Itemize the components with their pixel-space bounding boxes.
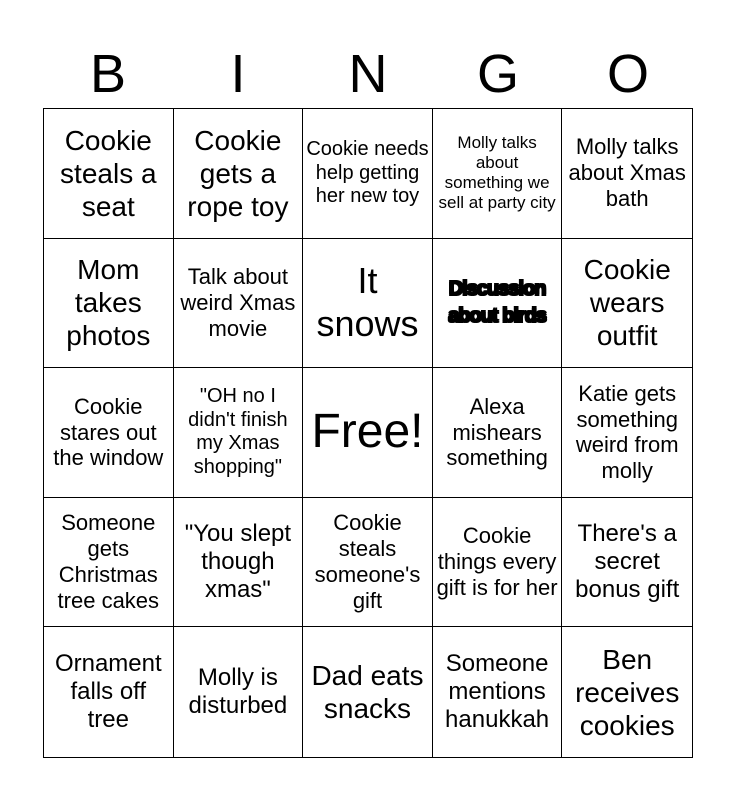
bingo-cell[interactable] <box>562 239 692 369</box>
bingo-cell[interactable] <box>174 239 304 369</box>
bingo-cell[interactable] <box>44 368 174 498</box>
bingo-cell[interactable] <box>44 627 174 757</box>
cell-text: Someone mentions hanukkah <box>445 649 550 734</box>
bingo-cell[interactable] <box>44 239 174 369</box>
bingo-cell[interactable] <box>562 109 692 239</box>
cell-text: Cookie stares out the window <box>53 393 164 471</box>
free-space[interactable] <box>303 368 433 498</box>
header-letter-i: I <box>230 44 246 104</box>
cell-text: There's a secret bonus gift <box>575 519 680 604</box>
cell-text: It snows <box>316 260 419 344</box>
bingo-cell[interactable] <box>174 368 304 498</box>
header-letter-o: O <box>606 44 649 104</box>
cell-text: Cookie steals a seat <box>60 124 157 222</box>
bingo-cell[interactable] <box>303 109 433 239</box>
bingo-cell[interactable] <box>303 239 433 369</box>
cell-text: Cookie steals someone's gift <box>314 510 421 614</box>
bingo-cell[interactable] <box>44 498 174 628</box>
header-letter-b: B <box>89 44 127 104</box>
bingo-cell[interactable] <box>303 498 433 628</box>
cell-text: "OH no I didn't finish my Xmas shopping" <box>188 385 288 479</box>
cell-text: Cookie things every gift is for her <box>436 523 558 601</box>
bingo-cell[interactable] <box>174 109 304 239</box>
cell-text: Molly talks about Xmas bath <box>568 134 686 212</box>
bingo-cell[interactable] <box>303 627 433 757</box>
bingo-cell[interactable] <box>562 498 692 628</box>
cell-text: Someone gets Christmas tree cakes <box>57 510 160 614</box>
cell-text: Alexa mishears something <box>446 393 548 471</box>
cell-text: Katie gets something weird from molly <box>575 380 679 484</box>
bingo-cell[interactable] <box>44 109 174 239</box>
bingo-header <box>43 40 693 108</box>
cell-text: Ben receives cookies <box>575 643 680 741</box>
cell-text: Cookie needs help getting her new toy <box>306 137 429 208</box>
bingo-cell[interactable] <box>174 498 304 628</box>
bingo-cell[interactable] <box>433 109 563 239</box>
cell-text: Dad eats snacks <box>311 660 424 725</box>
cell-text: Ornament falls off tree <box>54 649 162 734</box>
bingo-cell[interactable] <box>562 627 692 757</box>
bingo-cell[interactable] <box>433 498 563 628</box>
cell-text: Cookie wears outfit <box>583 254 671 352</box>
bingo-cell[interactable] <box>174 627 304 757</box>
free-space-label: Free! <box>311 405 424 459</box>
bingo-cell[interactable] <box>433 627 563 757</box>
bingo-cell[interactable] <box>433 239 563 369</box>
cell-text: "You slept though xmas" <box>184 519 292 604</box>
cell-text: Molly is disturbed <box>188 663 288 720</box>
cell-text: Cookie gets a rope toy <box>187 124 289 222</box>
cell-text: Molly talks about something we sell at party city <box>438 133 556 213</box>
cell-text: Mom takes photos <box>66 254 151 352</box>
cell-text: Discussion about birds <box>448 277 547 327</box>
header-letter-n: N <box>348 44 388 104</box>
bingo-grid <box>43 108 693 758</box>
header-letter-g: G <box>476 44 519 104</box>
cell-text: Talk about weird Xmas movie <box>180 263 296 341</box>
bingo-cell[interactable] <box>562 368 692 498</box>
bingo-cell[interactable] <box>433 368 563 498</box>
